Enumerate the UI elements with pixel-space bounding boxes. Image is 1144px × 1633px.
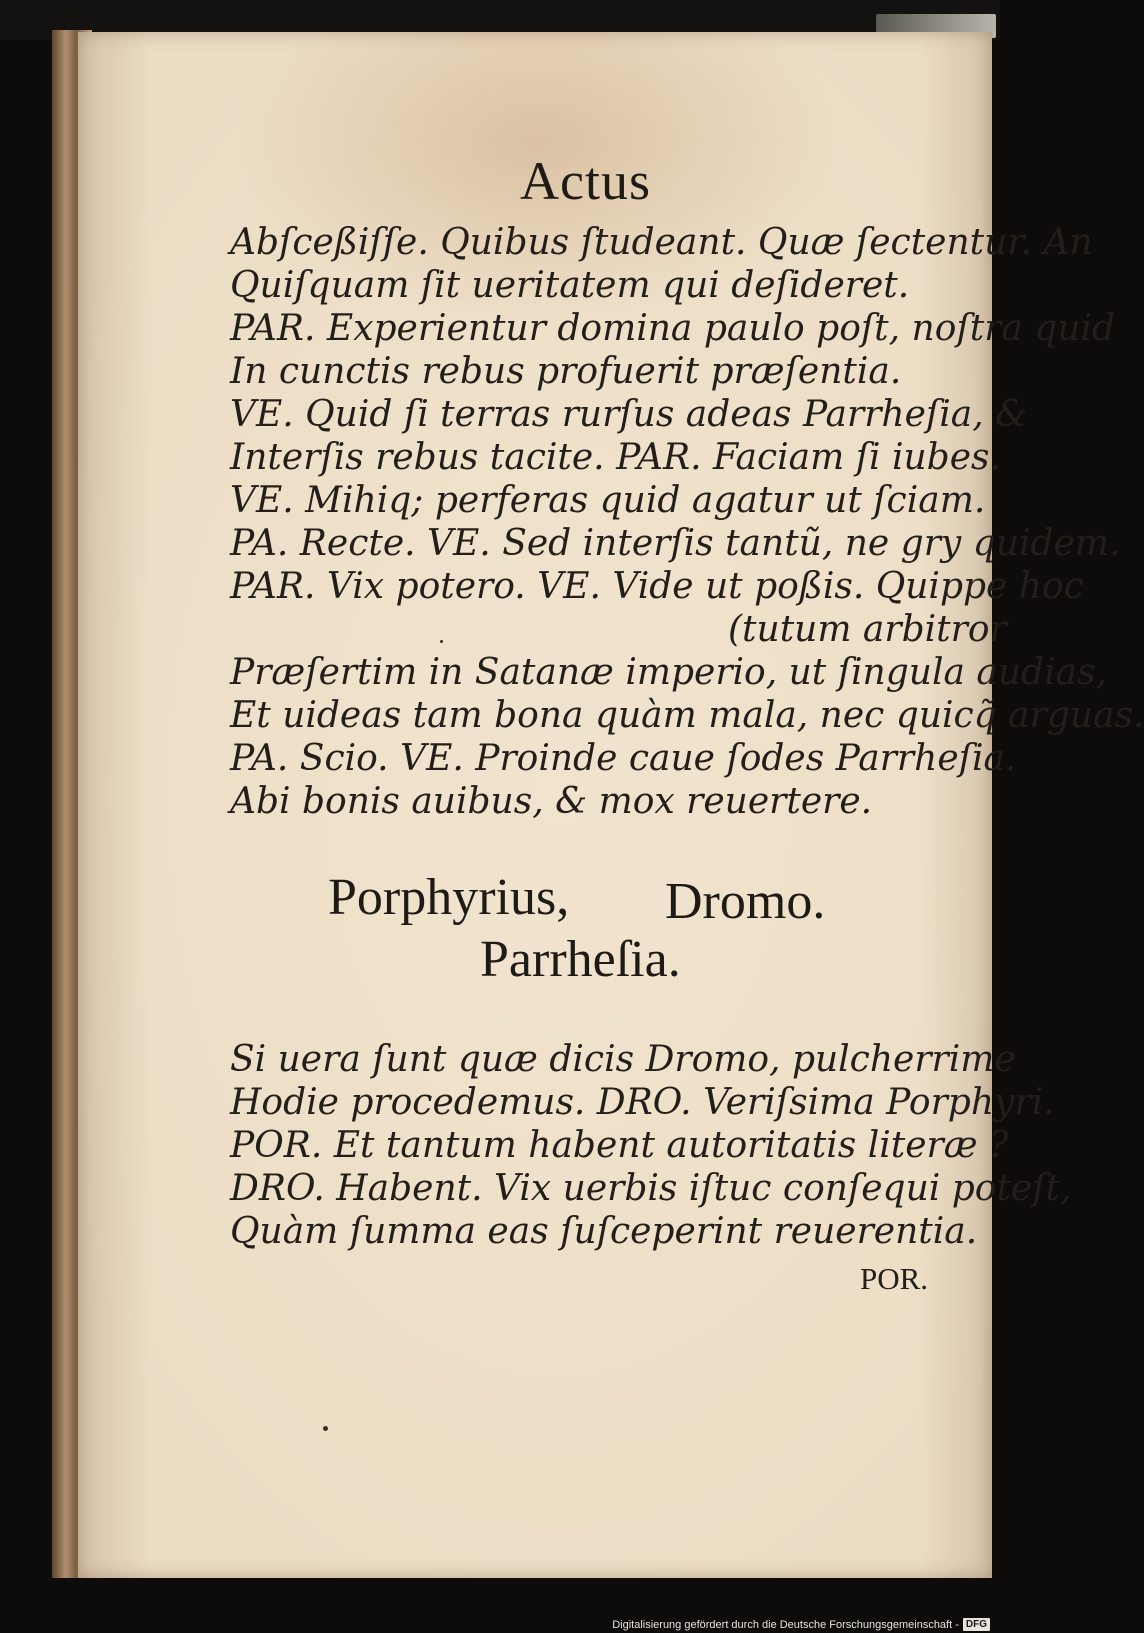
text-line-11: Præſertim in Satanæ imperio, ut ſingula audias,	[230, 652, 1107, 693]
text-line-10-turnover: (tutum arbitror	[728, 609, 1007, 650]
credit-text: Digitalisierung gefördert durch die Deutsche Forschungsgemeinschaft -	[612, 1618, 959, 1631]
text-line-1: Abſceßiſſe. Quibus ſtudeant. Quæ ſectentur. An	[230, 222, 1093, 263]
scene-title-character-2: Dromo.	[665, 873, 826, 930]
text-line-12: Et uideas tam bona quàm mala, nec quicq̃ arguas.	[230, 695, 1144, 736]
catchword: POR.	[860, 1261, 929, 1296]
digitization-credit	[612, 1618, 990, 1631]
text-line-14: Abi bonis auibus, & mox reuertere.	[230, 781, 873, 822]
dialogue-line-1: Si uera ſunt quæ dicis Dromo, pulcherrime	[230, 1039, 1016, 1080]
text-line-5: VE. Quid ſi terras rurſus adeas Parrheſia, &	[230, 394, 1028, 435]
text-line-9: PAR. Vix potero. VE. Vide ut poßis. Quippe hoc	[230, 566, 1084, 607]
dialogue-line-2: Hodie procedemus. DRO. Veriſsima Porphyri.	[230, 1082, 1055, 1123]
dialogue-line-5: Quàm ſumma eas ſuſceperint reuerentia.	[230, 1211, 978, 1252]
dialogue-line-4: DRO. Habent. Vix uerbis iſtuc conſequi poteſt,	[230, 1168, 1072, 1209]
scene-title-character-3: Parrheſia.	[480, 931, 681, 988]
scene-title-character-1: Porphyrius,	[328, 869, 570, 926]
ink-speck	[323, 1426, 328, 1431]
text-line-7: VE. Mihiq; perferas quid agatur ut ſciam.	[230, 480, 986, 521]
ink-speck	[440, 640, 443, 643]
text-line-3: PAR. Experientur domina paulo poſt, noſtra quid	[230, 308, 1116, 349]
act-heading: Actus	[520, 151, 651, 211]
text-line-6: Interſis rebus tacite. PAR. Faciam ſi iubes.	[230, 437, 1001, 478]
text-line-13: PA. Scio. VE. Proinde caue ſodes Parrheſia.	[230, 738, 1017, 779]
text-line-8: PA. Recte. VE. Sed interſis tantũ, ne gry quidem.	[230, 523, 1121, 564]
dialogue-line-3: POR. Et tantum habent autoritatis literæ ?	[230, 1125, 1009, 1166]
dfg-logo: DFG	[963, 1618, 990, 1631]
text-line-2: Quiſquam ſit ueritatem qui deſideret.	[230, 265, 910, 306]
text-line-4: In cunctis rebus profuerit præſentia.	[230, 351, 902, 392]
